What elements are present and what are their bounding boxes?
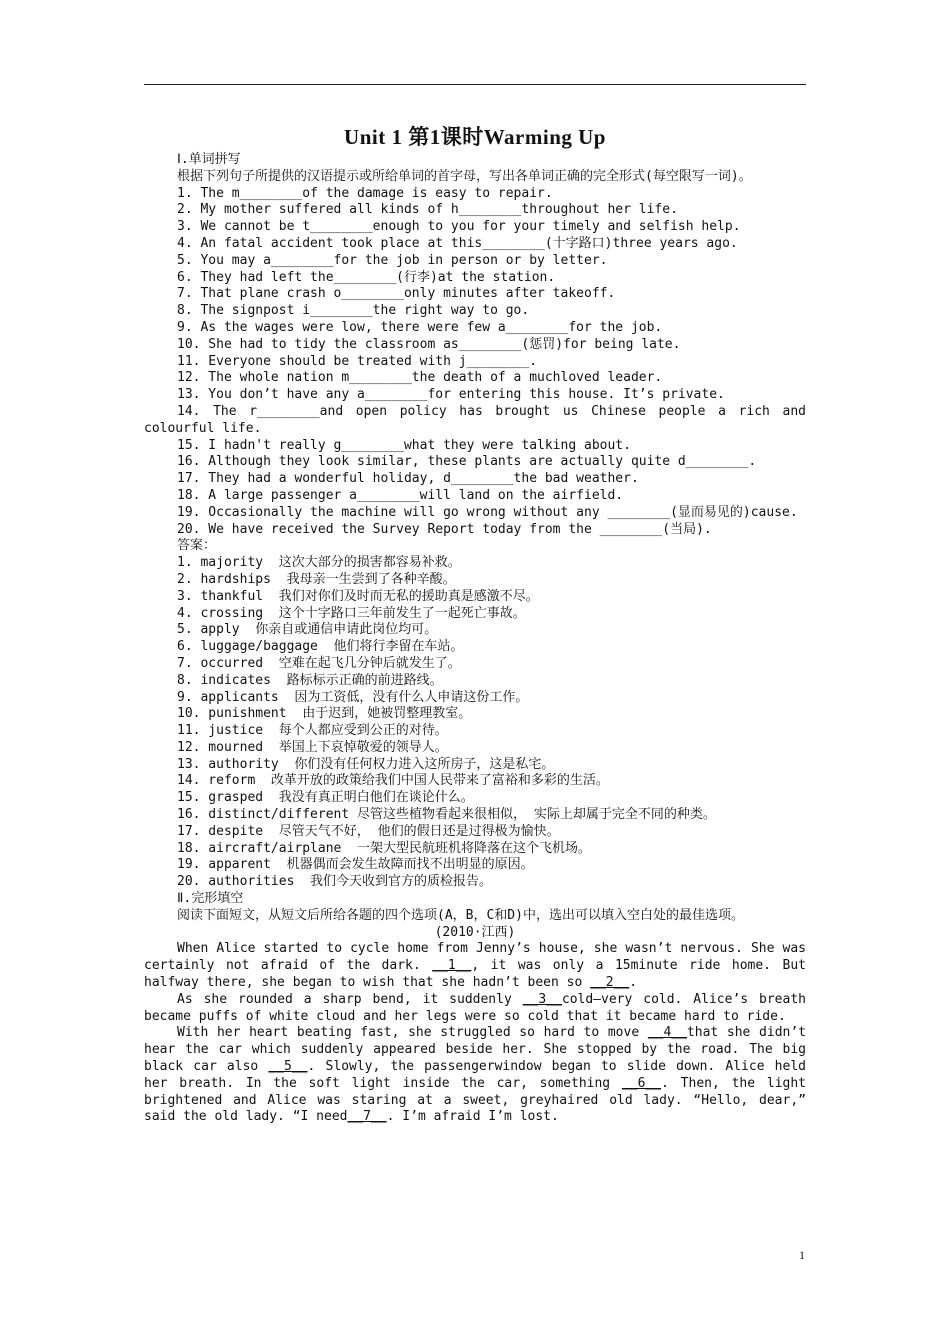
question-item: 7. That plane crash o________only minutes after takeoff. bbox=[177, 286, 616, 302]
answer-item: 12. mourned 举国上下哀悼敬爱的领导人。 bbox=[177, 739, 448, 755]
answer-item: 17. despite 尽管天气不好， 他们的假日还是过得极为愉快。 bbox=[177, 823, 560, 839]
cloze-blank: __2__ bbox=[590, 975, 630, 991]
answer-item: 1. majority 这次大部分的损害都容易补救。 bbox=[177, 555, 461, 571]
answer-item: 9. applicants 因为工资低，没有什么人申请这份工作。 bbox=[177, 689, 529, 705]
header-rule bbox=[144, 84, 806, 85]
answer-item: 7. occurred 空难在起飞几分钟后就发生了。 bbox=[177, 655, 461, 671]
answer-item: 18. aircraft/airplane 一架大型民航班机将降落在这个飞机场。 bbox=[177, 840, 592, 856]
question-item: 15. I hadn't really g________what they were talking about. bbox=[177, 437, 631, 453]
answer-item: 4. crossing 这个十字路口三年前发生了一起死亡事故。 bbox=[177, 605, 526, 621]
question-item: 19. Occasionally the machine will go wrong without any ________(显而易见的)cause. bbox=[177, 504, 798, 520]
page-number: 1 bbox=[799, 1248, 805, 1262]
page-title: Unit 1 第1课时Warming Up bbox=[344, 125, 606, 149]
cloze-blank: __6__ bbox=[621, 1075, 662, 1091]
question-item: 5. You may a________for the job in person or by letter. bbox=[177, 252, 608, 268]
document-body bbox=[144, 122, 806, 1126]
question-item: 13. You don’t have any a________for entering this house. It’s private. bbox=[177, 387, 725, 403]
question-item: 17. They had a wonderful holiday, d________the bad weather. bbox=[177, 471, 639, 487]
question-item: 10. She had to tidy the classroom as________(惩罚)for being late. bbox=[177, 336, 681, 352]
section1-heading: Ⅰ.单词拼写 bbox=[177, 152, 241, 167]
question-list bbox=[144, 186, 806, 539]
answer-item: 13. authority 你们没有任何权力进入这所房子，这是私宅。 bbox=[177, 756, 555, 772]
passage-paragraph: With her heart beating fast, she struggled so hard to move __4__that she didn’t hear the car which suddenly appeared beside her. She stopped by the road. The big black car also __5__. Slowly, the passengerwindow began to slide down. Alice held her breath. In the soft light inside the car, something __6__. Then, the light brightened and Alice was staring at a sweet, greyhaired old lady. “Hello, dear,” said the old lady. “I need__7__. I’m afraid I’m lost. bbox=[144, 1025, 807, 1125]
cloze-blank: __3__ bbox=[522, 991, 562, 1007]
answer-item: 5. apply 你亲自或通信申请此岗位均可。 bbox=[177, 622, 438, 638]
passage-source: (2010·江西) bbox=[434, 924, 516, 940]
question-item: 4. An fatal accident took place at this________(十字路口)three years ago. bbox=[177, 235, 738, 251]
answer-item: 16. distinct/different 尽管这些植物看起来很相似， 实际上却属于完全不同的种类。 bbox=[177, 807, 716, 823]
passage-paragraph: When Alice started to cycle home from Jenny’s house, she wasn’t nervous. She was certainly not afraid of the dark. __1__, it was only a 15minute ride home. But halfway there, she began to wish that she hadn’t been so __2__. bbox=[144, 941, 806, 991]
answer-item: 20. authorities 我们今天收到官方的质检报告。 bbox=[177, 874, 493, 890]
section2-heading: Ⅱ.完形填空 bbox=[177, 891, 244, 907]
section2-instruction: 阅读下面短文，从短文后所给各题的四个选项(A，B，C和D)中，选出可以填入空白处的最佳选项。 bbox=[177, 907, 744, 923]
question-item: 12. The whole nation m________the death of a muchloved leader. bbox=[177, 370, 663, 386]
cloze-blank: __4__ bbox=[647, 1025, 687, 1041]
cloze-blank: __7__ bbox=[347, 1109, 387, 1125]
cloze-blank: __1__ bbox=[432, 958, 472, 974]
passage-paragraph: As she rounded a sharp bend, it suddenly __3__cold—very cold. Alice’s breath became puffs of white cloud and her legs were so cold that it became hard to ride. bbox=[144, 991, 806, 1024]
question-item: 3. We cannot be t________enough to you for your timely and selfish help. bbox=[177, 219, 741, 235]
question-item: 11. Everyone should be treated with j________. bbox=[177, 353, 538, 369]
cloze-blank: __5__ bbox=[268, 1059, 308, 1075]
question-item: 18. A large passenger a________will land on the airfield. bbox=[177, 487, 624, 503]
answer-item: 2. hardships 我母亲一生尝到了各种辛酸。 bbox=[177, 571, 456, 587]
answer-item: 15. grasped 我没有真正明白他们在谈论什么。 bbox=[177, 790, 474, 806]
question-item: 16. Although they look similar, these plants are actually quite d________. bbox=[177, 454, 757, 470]
question-item: 14. The r________and open policy has brought us Chinese people a rich and colourful life. bbox=[144, 403, 806, 436]
answer-item: 11. justice 每个人都应受到公正的对待。 bbox=[177, 723, 448, 739]
question-item: 2. My mother suffered all kinds of h________throughout her life. bbox=[177, 202, 678, 218]
question-item: 1. The m________of the damage is easy to repair. bbox=[177, 185, 553, 201]
answer-item: 3. thankful 我们对你们及时而无私的援助真是感激不尽。 bbox=[177, 588, 539, 604]
answer-item: 8. indicates 路标标示正确的前进路线。 bbox=[177, 672, 443, 688]
answer-item: 10. punishment 由于迟到，她被罚整理教室。 bbox=[177, 706, 472, 722]
question-item: 6. They had left the________(行李)at the station. bbox=[177, 269, 556, 285]
answer-item: 14. reform 改革开放的政策给我们中国人民带来了富裕和多彩的生活。 bbox=[177, 773, 609, 789]
question-item: 9. As the wages were low, there were few a________for the job. bbox=[177, 319, 663, 335]
answer-item: 19. apparent 机器偶而会发生故障而找不出明显的原因。 bbox=[177, 857, 534, 873]
answer-item: 6. luggage/baggage 他们将行李留在车站。 bbox=[177, 639, 464, 655]
answer-label: 答案： bbox=[177, 538, 217, 554]
question-item: 20. We have received the Survey Report today from the ________(当局). bbox=[177, 521, 712, 537]
question-item: 8. The signpost i________the right way to go. bbox=[177, 303, 530, 319]
section1-instruction: 根据下列句子所提供的汉语提示或所给单词的首字母，写出各单词正确的完全形式(每空限写一词)。 bbox=[177, 168, 752, 184]
answer-list bbox=[144, 555, 806, 891]
